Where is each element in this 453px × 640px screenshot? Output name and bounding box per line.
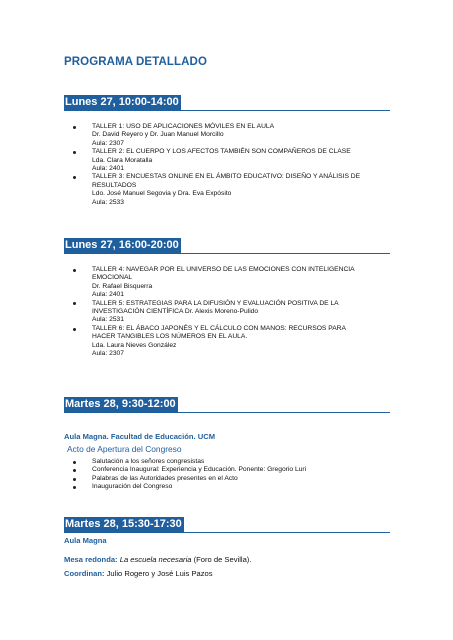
section-divider [64,253,390,254]
list-item [64,483,394,491]
item-room: Aula: 2401 [92,291,124,299]
bullet-icon [73,151,76,154]
item-title: TALLER 3: ENCUESTAS ONLINE EN EL ÁMBITO EDUCATIVO: DISEÑO Y ANÁLISIS DE [92,173,361,181]
section-heading-text: Martes 28, 9:30-12:00 [65,398,176,410]
item-room: Aula: 2307 [92,139,124,147]
item-title: TALLER 4: NAVEGAR POR EL UNIVERSO DE LAS EMOCIONES CON INTELIGENCIA [92,266,355,273]
list-item [64,300,394,325]
item-title-cont: HACER TANGIBLES LOS NÚMEROS EN EL AULA. [92,333,248,341]
list-item [64,325,394,359]
item-room: Aula: 2307 [92,350,124,358]
workshop-list-lunes-afternoon [64,266,394,358]
section-heading-lunes-morning [64,95,181,110]
item-title: TALLER 2: EL CUERPO Y LOS AFECTOS TAMBIÉN SON COMPAÑEROS DE CLASE [92,148,351,156]
item-title-cont: RESULTADOS [92,181,137,189]
list-item [64,475,394,483]
item-room: Aula: 2401 [92,165,124,173]
list-item [64,148,394,173]
item-title-cont: INVESTIGACIÓN CIENTÍFICA Dr. Alexis Moreno-Pulido [92,308,259,316]
act-heading: Acto de Apertura del Congreso [67,444,182,454]
item-speaker: Ldo. José Manuel Segovia y Dra. Eva Expósito [92,190,232,198]
round-table-line [64,555,251,564]
bullet-icon [73,126,76,129]
item-speaker: Lda. Laura Nieves González [92,341,177,349]
item-room: Aula: 2531 [92,316,124,324]
section-divider [64,532,390,533]
agenda-text: Palabras de las Autoridades presentes en el Acto [92,474,238,482]
round-table-label: Mesa redonda: [64,555,118,564]
item-title: TALLER 5: ESTRATEGIAS PARA LA DIFUSIÓN Y EVALUACIÓN POSITIVA DE LA [92,299,339,307]
item-title: TALLER 6: EL ÁBACO JAPONÉS Y EL CÁLCULO CON MANOS: RECURSOS PARA [92,324,346,332]
section-heading-lunes-afternoon [64,238,181,253]
item-room: Aula: 2533 [92,198,124,206]
round-table-title: La escuela necesaria [119,555,192,564]
venue-heading: Aula Magna. Facultad de Educación. UCM [64,432,216,441]
workshop-list-lunes-morning [64,123,394,207]
bullet-icon [73,478,76,481]
list-item [64,123,394,148]
bullet-icon [73,269,76,272]
item-speaker: Lda. Clara Moratalla [92,156,153,164]
coordinators-names: Julio Rogero y José Luis Pazos [106,569,213,578]
bullet-icon [73,328,76,331]
list-item [64,173,394,207]
coordinators-line [64,569,213,578]
list-item [64,458,394,466]
agenda-text: Salutación a los señores congresistas [92,458,205,465]
item-title: TALLER 1: USO DE APLICACIONES MÓVILES EN EL AULA [92,123,275,130]
bullet-icon [73,469,76,472]
item-speaker: Dr. Rafael Bisquerra [92,282,153,290]
coordinators-label: Coordinan: [64,569,105,578]
opening-agenda-list [64,458,394,492]
agenda-text: Conferencia Inaugural: Experiencia y Educación. Ponente: Gregorio Luri [92,466,307,474]
section-heading-text: Lunes 27, 10:00-14:00 [65,96,179,108]
venue-heading: Aula Magna [64,536,107,545]
round-table-rest: (Foro de Sevilla). [193,555,252,564]
agenda-text: Inauguración del Congreso [92,483,173,491]
section-heading-text: Martes 28, 15:30-17:30 [65,518,182,530]
section-heading-martes-morning [64,397,178,412]
item-speaker: Dr. David Reyero y Dr. Juan Manuel Morcillo [92,131,224,139]
page-title: PROGRAMA DETALLADO [64,56,207,68]
section-heading-text: Lunes 27, 16:00-20:00 [65,239,179,251]
list-item [64,266,394,300]
bullet-icon [73,302,76,305]
bullet-icon [73,176,76,179]
list-item [64,466,394,474]
item-title-cont: EMOCIONAL [92,274,133,282]
bullet-icon [73,461,76,464]
bullet-icon [73,486,76,489]
section-heading-martes-afternoon [64,517,184,532]
section-divider [64,412,390,413]
section-divider [64,110,390,111]
